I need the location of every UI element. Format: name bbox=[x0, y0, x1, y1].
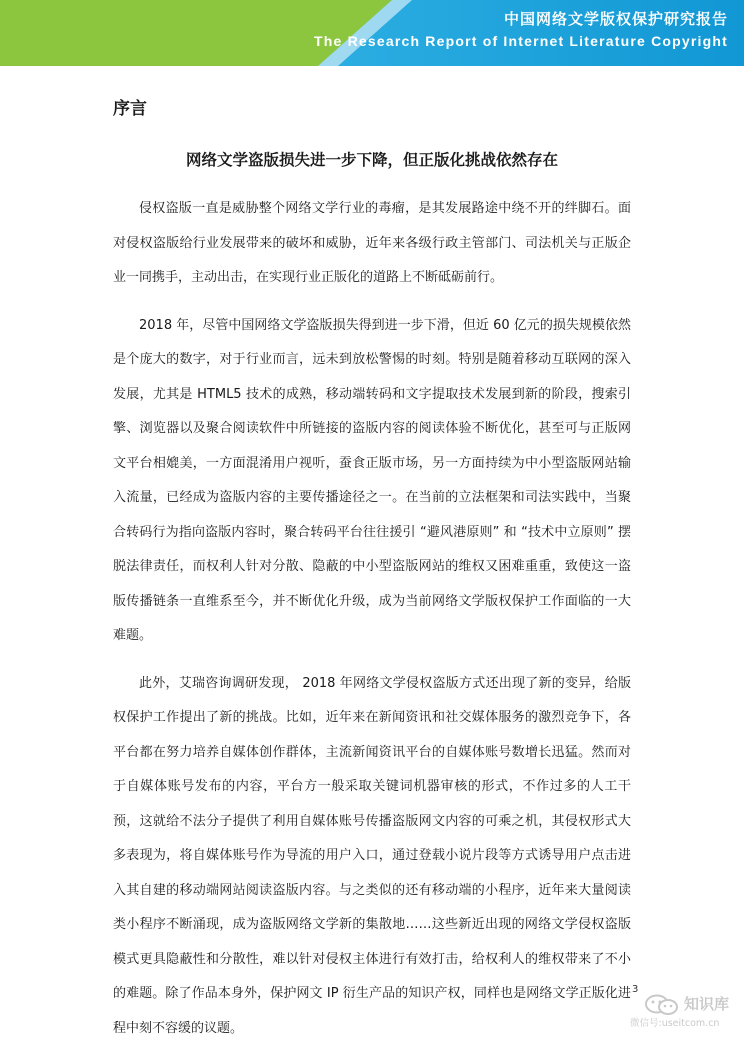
header-title-en: The Research Report of Internet Literature Copyright bbox=[313, 33, 728, 49]
watermark-sub: 微信号:useitcom.cn bbox=[630, 1018, 720, 1029]
body-content bbox=[113, 192, 631, 1059]
watermark bbox=[628, 990, 738, 1030]
report-header bbox=[0, 0, 744, 66]
paragraph-3: 此外，艾瑞咨询调研发现， 2018 年网络文学侵权盗版方式还出现了新的变异，给版权保护工作提出了新的挑战。比如，近年来在新闻资讯和社交媒体服务的激烈竞争下，各平台都在努力培养自媒体创作群体，主流新闻资讯平台的自媒体账号数增长迅猛。然而对于自媒体账号发布的内容，平台方一般采取关键词机器审核的形式，不作过多的人工干预，这就给不法分子提供了利用自媒体账号传播盗版网文内容的可乘之机，其侵权形式大多表现为，将自媒体账号作为导流的用户入口，通过登载小说片段等方式诱导用户点击进入其自建的移动端网站阅读盗版内容。与之类似的还有移动端的小程序，近年来大量阅读类小程序不断涌现，成为盗版网络文学新的集散地……这些新近出现的网络文学侵权盗版模式更具隐蔽性和分散性，难以针对侵权主体进行有效打击，给权利人的维权带来了不小的难题。除了作品本身外，保护网文 IP 衍生产品的知识产权，同样也是网络文学正版化进程中刻不容缓的议题。 bbox=[113, 675, 631, 1036]
paragraph-1: 侵权盗版一直是威胁整个网络文学行业的毒瘤，是其发展路途中绕不开的绊脚石。面对侵权盗版给行业发展带来的破坏和威胁，近年来各级行政主管部门、司法机关与正版企业一同携手，主动出击，在实现行业正版化的道路上不断砥砺前行。 bbox=[113, 201, 631, 285]
header-title-cn: 中国网络文学版权保护研究报告 bbox=[503, 10, 728, 28]
section-title: 序言 bbox=[113, 99, 147, 119]
article-title: 网络文学盗版损失进一步下降，但正版化挑战依然存在 bbox=[185, 151, 558, 169]
watermark-name: 知识库 bbox=[684, 995, 730, 1013]
paragraph-2: 2018 年，尽管中国网络文学盗版损失得到进一步下滑，但近 60 亿元的损失规模依然是个庞大的数字，对于行业而言，远未到放松警惕的时刻。特别是随着移动互联网的深入发展，尤其是 HTML5 技术的成熟，移动端转码和文字提取技术发展到新的阶段，搜索引擎、浏览器以及聚合阅读软件中所链接的盗版内容的阅读体验不断优化，甚至可与正版网文平台相媲美，一方面混淆用户视听，蚕食正版市场，另一方面持续为中小型盗版网站输入流量，已经成为盗版内容的主要传播途径之一。在当前的立法框架和司法实践中，当聚合转码行为指向盗版内容时，聚合转码平台往往援引 “避风港原则” 和 “技术中立原则” 摆脱法律责任，而权利人针对分散、隐蔽的中小型盗版网站的维权又困难重重，致使这一盗版传播链条一直维系至今，并不断优化升级，成为当前网络文学版权保护工作面临的一大难题。 bbox=[113, 317, 631, 643]
page-number: 3 bbox=[632, 984, 639, 995]
